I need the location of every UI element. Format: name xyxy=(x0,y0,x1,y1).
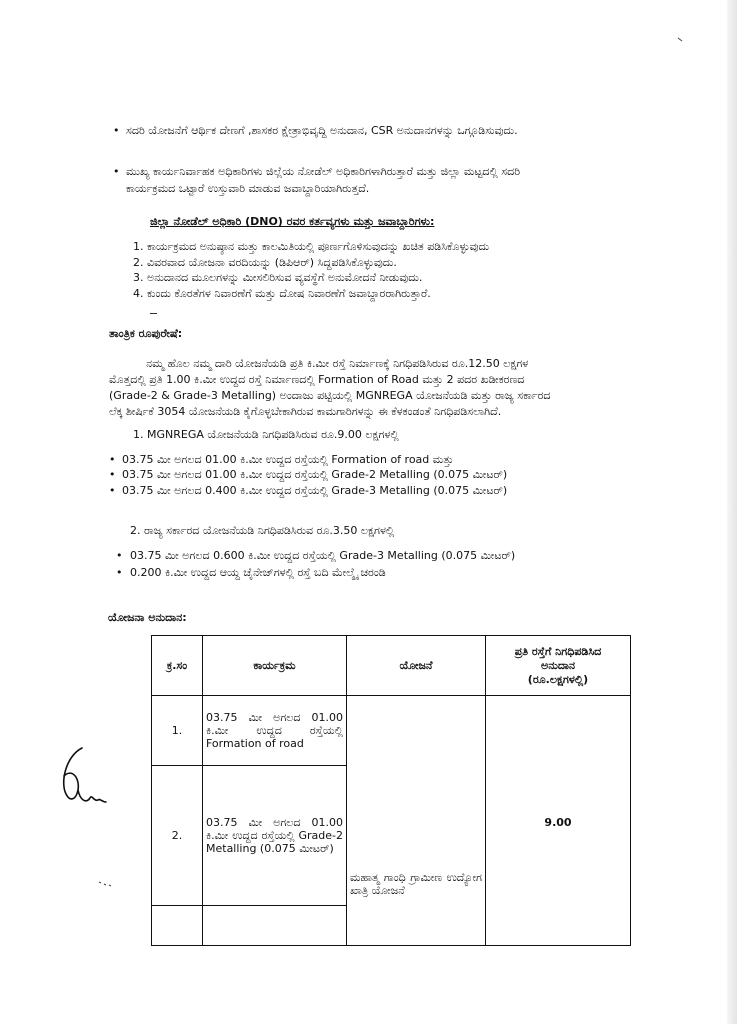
bullet-dot: • xyxy=(109,453,116,466)
technical-para-line: (Grade-2 & Grade-3 Metalling) ಅಂದಾಜು ಪಟ್ಟಿಯಲ್ಲಿ MGNREGA ಯೋಜನೆಯಡಿ ಮತ್ತು ರಾಜ್ಯ ಸರ್ಕಾರದ xyxy=(109,389,551,402)
dno-item: 1. ಕಾರ್ಯಕ್ರಮದ ಅನುಷ್ಠಾನ ಮತ್ತು ಕಾಲಮಿತಿಯಲ್ಲಿ ಪೂರ್ಣಗೊಳಿಸುವುದನ್ನು ಖಚಿತ ಪಡಿಸಿಕೊಳ್ಳುವುದು xyxy=(133,240,490,253)
header-grant-line: ಪ್ರತಿ ರಸ್ತೆಗೆ ನಿಗಧಿಪಡಿಸಿದ xyxy=(514,644,602,658)
scan-speck xyxy=(98,880,116,888)
header-sl: ಕ್ರ.ಸಂ xyxy=(152,636,203,696)
bullet-text: ಮುಖ್ಯ ಕಾರ್ಯನಿರ್ವಾಹಕ ಅಧಿಕಾರಿಗಳು ಜಿಲ್ಲೆಯ ನೋಡೆಲ್ ಅಧಿಕಾರಿಗಳಾಗಿರುತ್ತಾರೆ ಮತ್ತು ಜಿಲ್ಲಾ ಮಟ್ಟದಲ್ಲಿ ಸದರಿ xyxy=(126,165,521,178)
mgnrega-heading: 1. MGNREGA ಯೋಜನೆಯಡಿ ನಿಗಧಿಪಡಿಸಿರುವ ರೂ.9.00 ಲಕ್ಷಗಳಲ್ಲಿ xyxy=(133,428,399,441)
bullet-dot: • xyxy=(109,468,116,481)
dno-heading: ಜಿಲ್ಲಾ ನೋಡೆಲ್ ಅಧಿಕಾರಿ (DNO) ರವರ ಕರ್ತವ್ಯಗಳು ಮತ್ತು ಜವಾಬ್ದಾರಿಗಳು: xyxy=(150,215,435,228)
row-program-text: 03.75 ಮೀ ಅಗಲದ 01.00 ಕಿ.ಮೀ ಉದ್ದದ ರಸ್ತೆಯಲ್ಲಿ Grade-2 Metalling (0.075 ಮೀಟರ್) xyxy=(206,816,343,855)
row-program xyxy=(203,906,347,946)
technical-para-line: ಮೊತ್ತದಲ್ಲಿ ಪ್ರತಿ 1.00 ಕಿ.ಮೀ ಉದ್ದದ ರಸ್ತೆ ನಿರ್ಮಾಣದಲ್ಲಿ Formation of Road ಮತ್ತು 2 ಪದರ ಖಡೀಕರಣದ xyxy=(109,373,525,386)
row-program xyxy=(203,696,347,766)
state-heading: 2. ರಾಜ್ಯ ಸರ್ಕಾರದ ಯೋಜನೆಯಡಿ ನಿಗಧಿಪಡಿಸಿರುವ ರೂ.3.50 ಲಕ್ಷಗಳಲ್ಲಿ xyxy=(130,524,395,537)
row-program xyxy=(203,766,347,906)
header-grant xyxy=(486,636,631,696)
dno-item: 2. ವಿವರವಾದ ಯೋಜನಾ ವರದಿಯನ್ನು (ಡಿಪಿಆರ್) ಸಿದ್ದಪಡಿಸಿಕೊಳ್ಳುವುದು. xyxy=(133,256,397,269)
row-sl: 2. xyxy=(152,766,203,906)
row-program-text: 03.75 ಮೀ ಅಗಲದ 01.00 ಕಿ.ಮೀ ಉದ್ದದ ರಸ್ತೆಯಲ್ಲಿ Formation of road xyxy=(206,711,343,750)
dash-mark xyxy=(150,313,157,314)
dno-item: 3. ಅನುದಾನದ ಮೂಲಗಳನ್ನು ಮೀಸಲಿರಿಸುವ ವ್ಯವಸ್ಥೆಗೆ ಅನುಮೋದನೆ ನೀಡುವುದು. xyxy=(133,271,423,284)
state-item: 03.75 ಮೀ ಅಗಲದ 0.600 ಕಿ.ಮೀ ಉದ್ದದ ರಸ್ತೆಯಲ್ಲಿ Grade-3 Metalling (0.075 ಮೀಟರ್) xyxy=(130,549,516,562)
table-header-row xyxy=(152,636,631,696)
bullet-dot: • xyxy=(109,484,116,497)
row-sl: 1. xyxy=(152,696,203,766)
scan-speck xyxy=(676,36,686,44)
technical-heading: ತಾಂತ್ರಿಕ ರೂಪುರೇಷೆ: xyxy=(109,327,183,340)
header-grant-line: (ರೂ.ಲಕ್ಷಗಳಲ್ಲಿ) xyxy=(527,672,589,686)
bullet-dot: • xyxy=(113,124,120,137)
signature xyxy=(52,742,114,812)
bullet-text-continued: ಕಾರ್ಯಕ್ರಮದ ಒಟ್ಟಾರೆ ಉಸ್ತುವಾರಿ ಮಾಡುವ ಜವಾಬ್ದಾರಿಯಾಗಿರುತ್ತದೆ. xyxy=(126,182,370,195)
grant-heading: ಯೋಜನಾ ಅನುದಾನ: xyxy=(108,611,187,624)
row-sl xyxy=(152,906,203,946)
state-item: 0.200 ಕಿ.ಮೀ ಉದ್ದದ ಆಯ್ದ ಚೈನೇಜ್‌ಗಳಲ್ಲಿ ರಸ್ತೆ ಬದಿ ಮೇಲ್ಮೈ ಚರಂಡಿ xyxy=(130,566,386,579)
mgnrega-item: 03.75 ಮೀ ಅಗಲದ 01.00 ಕಿ.ಮೀ ಉದ್ದದ ರಸ್ತೆಯಲ್ಲಿ Grade-2 Metalling (0.075 ಮೀಟರ್) xyxy=(122,468,508,481)
mgnrega-item: 03.75 ಮೀ ಅಗಲದ 0.400 ಕಿ.ಮೀ ಉದ್ದದ ರಸ್ತೆಯಲ್ಲಿ Grade-3 Metalling (0.075 ಮೀಟರ್) xyxy=(122,484,508,497)
technical-para-line: ಲೆಕ್ಕ ಶೀರ್ಷಿಕೆ 3054 ಯೋಜನೆಯಡಿ ಕೈಗೊಳ್ಳಬೇಕಾಗಿರುವ ಕಾಮಗಾರಿಗಳನ್ನು ಈ ಕೆಳಕಂಡಂತೆ ನಿಗಧಿಪಡಿಸಲಾಗಿದೆ. xyxy=(109,405,502,418)
header-program: ಕಾರ್ಯಕ್ರಮ xyxy=(203,636,347,696)
header-scheme: ಯೋಜನೆ xyxy=(347,636,486,696)
bullet-text: ಸದರಿ ಯೋಜನೆಗೆ ಆರ್ಥಿಕ ದೇಣಗೆ ,ಶಾಸಕರ ಕ್ಷೇತ್ರಾಭಿವೃದ್ದಿ ಅನುದಾನ, CSR ಅನುದಾನಗಳನ್ನು ಒಗ್ಗೂಡಿಸುವುದು. xyxy=(126,124,518,137)
header-grant-line: ಅನುದಾನ xyxy=(541,658,575,672)
dno-item: 4. ಕುಂದು ಕೊರತೆಗಳ ನಿವಾರಣೆಗೆ ಮತ್ತು ದೋಷ ನಿವಾರಣೆಗೆ ಜವಾಬ್ದಾರರಾಗಿರುತ್ತಾರೆ. xyxy=(133,287,431,300)
table-row xyxy=(152,696,631,766)
scheme-cell xyxy=(347,696,486,946)
amount-cell: 9.00 xyxy=(486,696,631,946)
scheme-name: ಮಹಾತ್ಮ ಗಾಂಧಿ ಗ್ರಾಮೀಣ ಉದ್ಯೋಗ ಖಾತ್ರಿ ಯೋಜನೆ xyxy=(350,871,482,897)
bullet-dot: • xyxy=(116,566,123,579)
mgnrega-item: 03.75 ಮೀ ಅಗಲದ 01.00 ಕಿ.ಮೀ ಉದ್ದದ ರಸ್ತೆಯಲ್ಲಿ Formation of road ಮತ್ತು xyxy=(122,453,454,466)
page-edge xyxy=(727,0,737,1024)
grant-table xyxy=(151,635,631,946)
bullet-dot: • xyxy=(116,549,123,562)
technical-para-line: ನಮ್ಮ ಹೊಲ ನಮ್ಮ ದಾರಿ ಯೋಜನೆಯಡಿ ಪ್ರತಿ ಕಿ.ಮೀ ರಸ್ತೆ ನಿರ್ಮಾಣಕ್ಕೆ ನಿಗಧಿಪಡಿಸಿರುವ ರೂ.12.50 ಲಕ್ಷಗಳ xyxy=(146,357,529,370)
bullet-dot: • xyxy=(113,165,120,178)
